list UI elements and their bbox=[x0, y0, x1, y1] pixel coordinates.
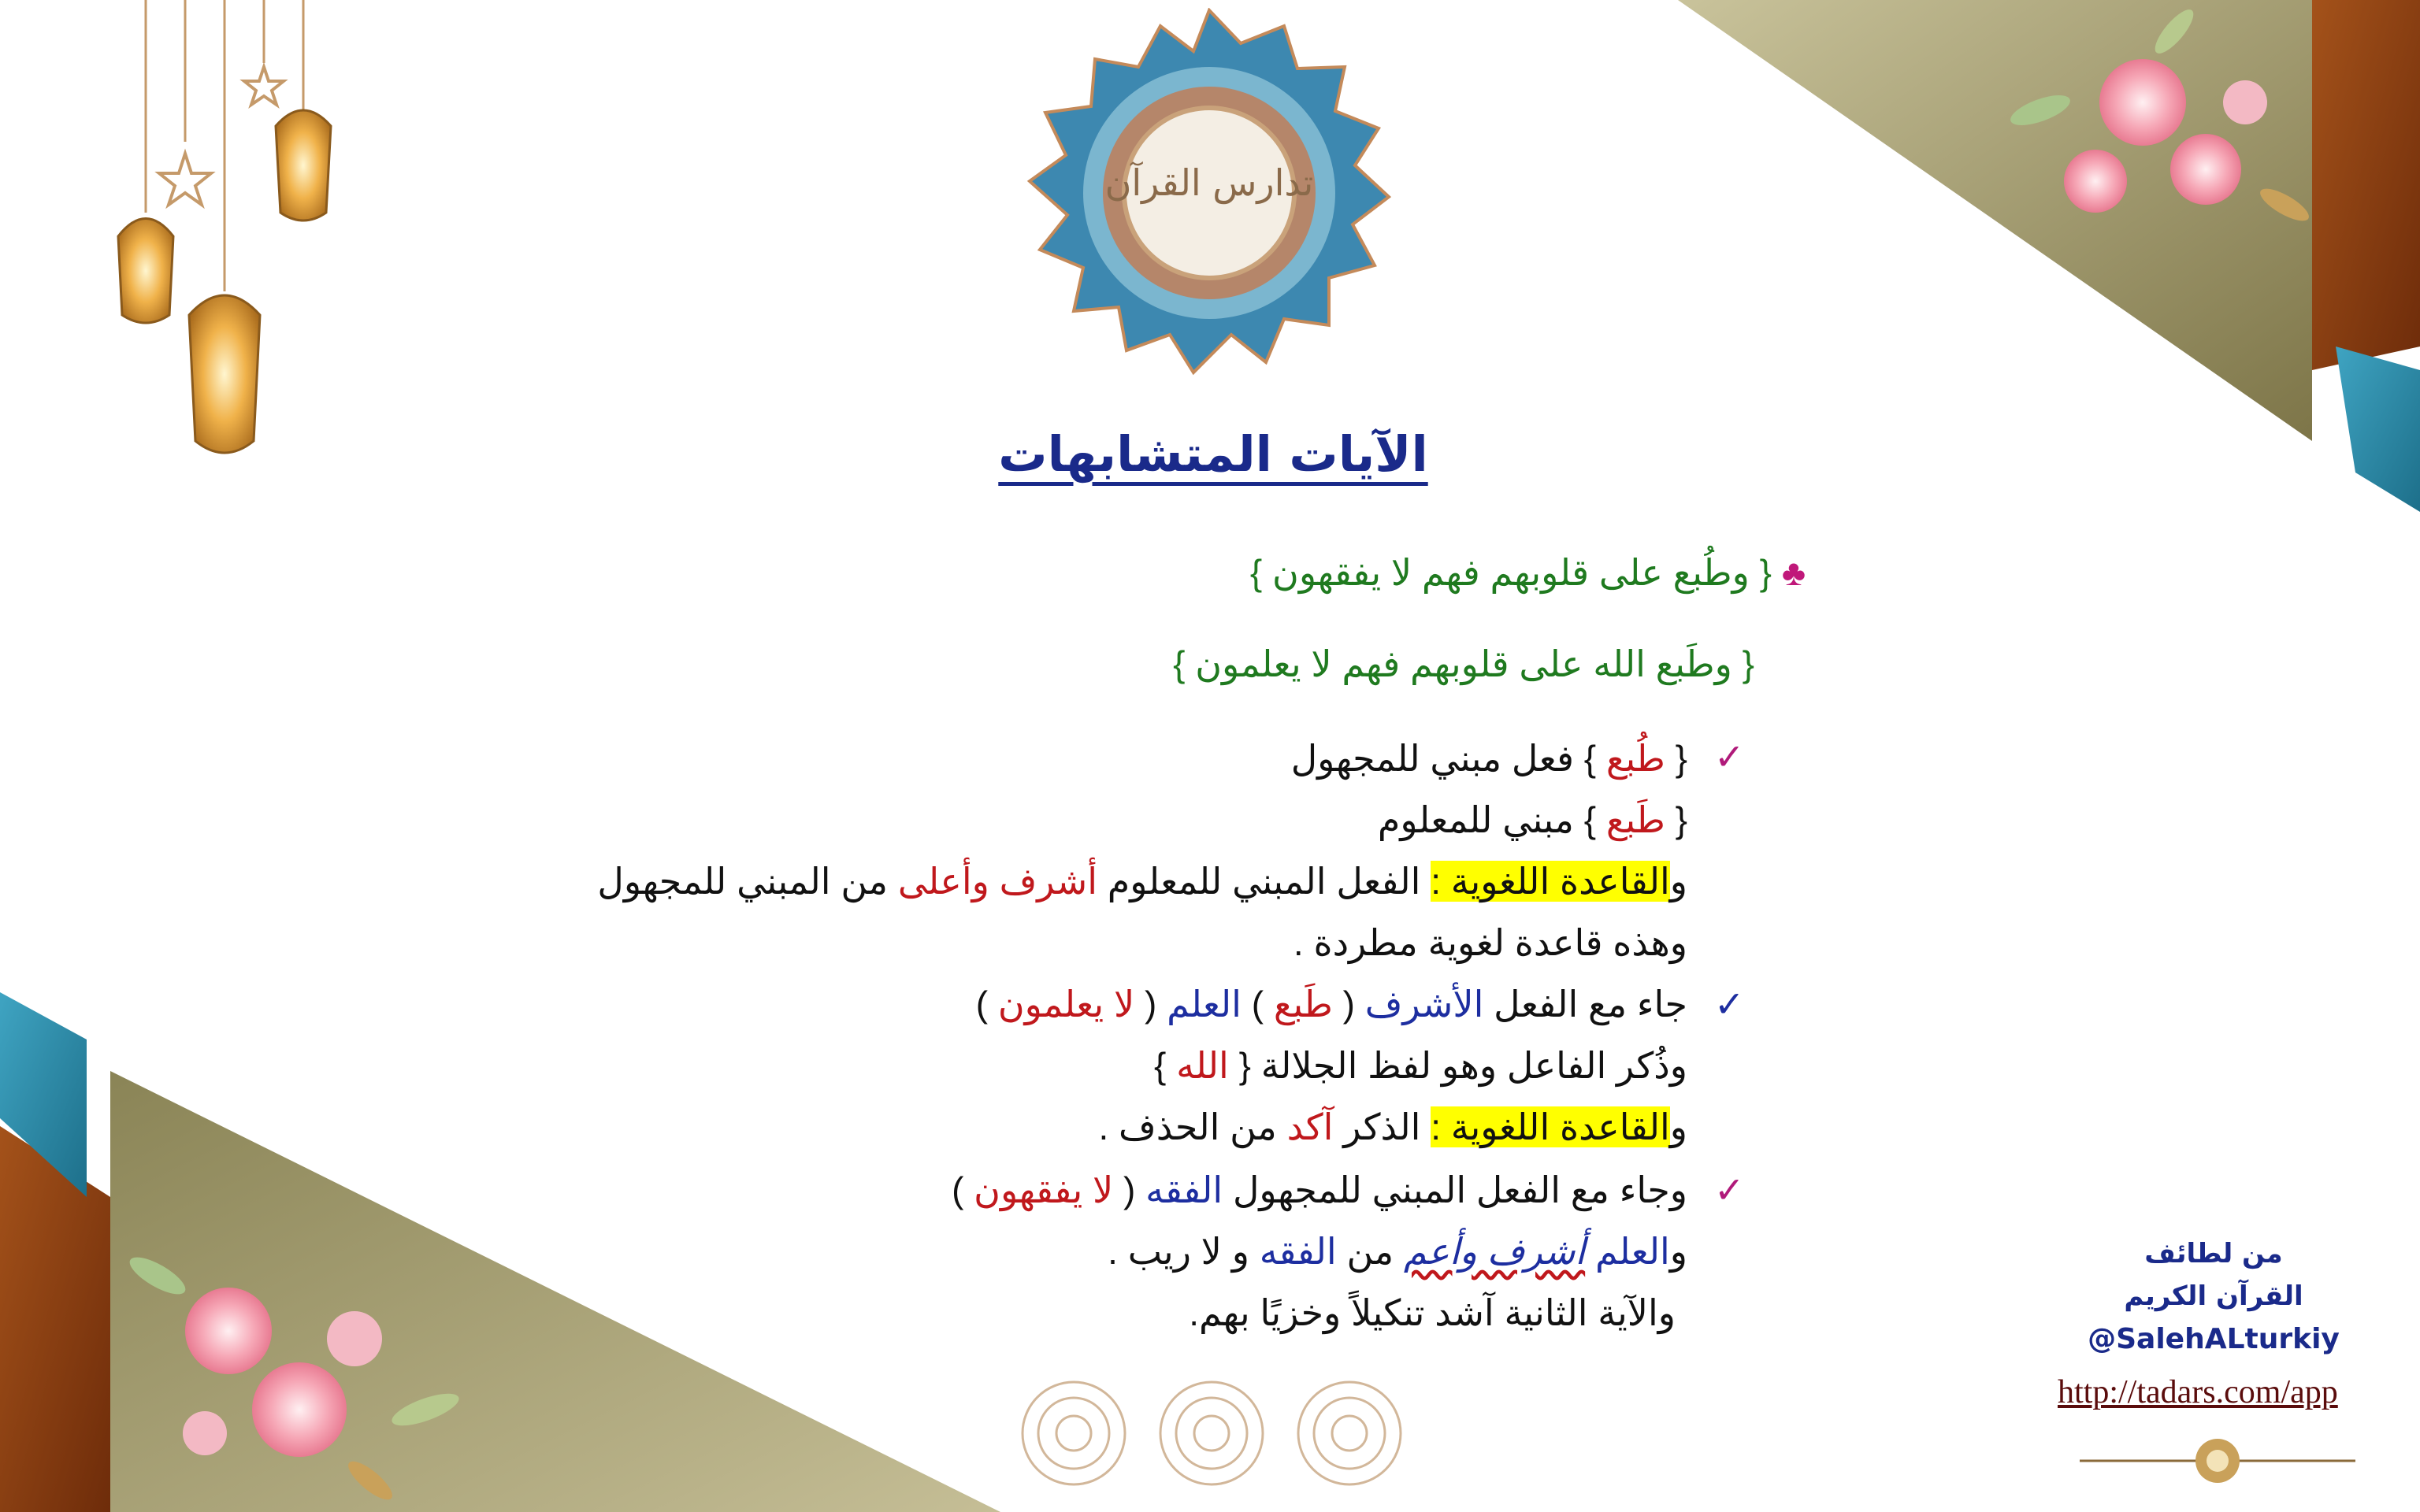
line-9: والعلم أشرف وأعم من الفقه و لا ريب . bbox=[1108, 1231, 1687, 1272]
line-2: { طَبع } مبني للمعلوم bbox=[1377, 799, 1687, 840]
highlight-rule: القاعدة اللغوية : bbox=[1431, 861, 1670, 902]
club-bullet-icon: ♣ bbox=[1781, 552, 1806, 593]
check-icon: ✓ bbox=[1714, 1169, 1745, 1211]
credit-handle: @SalehALturkiy bbox=[2088, 1323, 2340, 1355]
verse-1-text: { وطُبع على قلوبهم فهم لا يفقهون } bbox=[1249, 552, 1772, 593]
emblem bbox=[1024, 8, 1394, 378]
page-title: الآيات المتشابهات bbox=[998, 425, 1428, 483]
line-6: وذُكر الفاعل وهو لفظ الجلالة { الله } bbox=[1153, 1045, 1687, 1086]
verse-1 bbox=[1250, 551, 1806, 594]
line-7: والقاعدة اللغوية : الذكر آكد من الحذف . bbox=[1098, 1106, 1687, 1147]
line-5: جاء مع الفعل الأشرف ( طَبع ) العلم ( لا يعلمون ) bbox=[975, 984, 1687, 1025]
line-10: والآية الثانية آشد تنكيلاً وخزيًا بهم. bbox=[1189, 1292, 1676, 1333]
verse-2: { وطَبع الله على قلوبهم فهم لا يعلمون } bbox=[1173, 643, 1754, 684]
credit-line-2: القرآن الكريم bbox=[2124, 1280, 2303, 1312]
line-3: والقاعدة اللغوية : الفعل المبني للمعلوم أشرف وأعلى من المبني للمجهول bbox=[597, 861, 1687, 902]
credit-line-1: من لطائف bbox=[2144, 1238, 2283, 1269]
check-icon: ✓ bbox=[1714, 983, 1745, 1025]
line-4: وهذه قاعدة لغوية مطردة . bbox=[1293, 922, 1687, 963]
line-1: { طُبع } فعل مبني للمجهول bbox=[1290, 738, 1687, 779]
highlight-rule: القاعدة اللغوية : bbox=[1431, 1106, 1670, 1147]
website-link[interactable]: http://tadars.com/app bbox=[2058, 1374, 2338, 1410]
check-icon: ✓ bbox=[1714, 736, 1745, 778]
emblem-text: تدارس القرآن bbox=[1104, 161, 1314, 204]
line-8: وجاء مع الفعل المبني للمجهول الفقه ( لا يفقهون ) bbox=[952, 1169, 1687, 1210]
